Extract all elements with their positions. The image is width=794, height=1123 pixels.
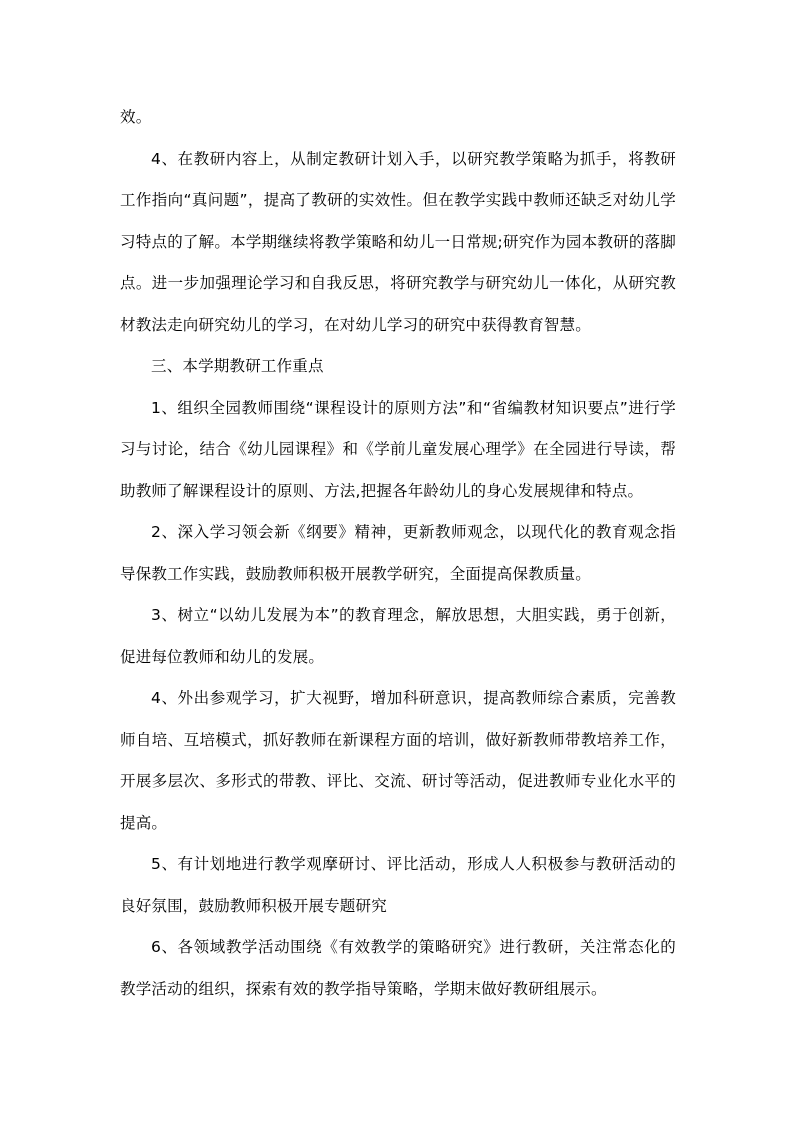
paragraph-item-3: 3、树立“以幼儿发展为本”的教育理念，解放思想，大胆实践，勇于创新，促进每位教师和幼儿的发展。 [120, 606, 676, 666]
paragraph-item-4-research-content: 4、在教研内容上，从制定教研计划入手，以研究教学策略为抓手，将教研工作指向“真问题”，提高了教研的实效性。但在教学实践中教师还缺乏对幼儿学习特点的了解。本学期继续将教学策略和幼儿一日常规;研究作为园本教研的落脚点。进一步加强理论学习和自我反思，将研究教学与研究幼儿一体化，从研究教材教法走向研究幼儿的学习，在对幼儿学习的研究中获得教育智慧。 [120, 149, 676, 334]
paragraph-item-1: 1、组织全园教师围绕“课程设计的原则方法”和“省编教材知识要点”进行学习与讨论，结合《幼儿园课程》和《学前儿童发展心理学》在全园进行导读，帮助教师了解课程设计的原则、方法,把握各年龄幼儿的身心发展规律和特点。 [120, 398, 676, 500]
paragraph-item-6: 6、各领域教学活动围绕《有效教学的策略研究》进行教研，关注常态化的教学活动的组织，探索有效的教学指导策略，学期末做好教研组展示。 [120, 938, 676, 998]
paragraph-item-2: 2、深入学习领会新《纲要》精神，更新教师观念，以现代化的教育观念指导保教工作实践，鼓励教师积极开展教学研究，全面提高保教质量。 [120, 523, 676, 583]
paragraph-continuation: 效。 [120, 108, 152, 126]
paragraph-item-4: 4、外出参观学习，扩大视野，增加科研意识，提高教师综合素质，完善教师自培、互培模式，抓好教师在新课程方面的培训，做好新教师带教培养工作，开展多层次、多形式的带教、评比、交流、研讨等活动，促进教师专业化水平的提高。 [120, 689, 676, 832]
paragraph-item-5: 5、有计划地进行教学观摩研讨、评比活动，形成人人积极参与教研活动的良好氛围，鼓励教师积极开展专题研究 [120, 855, 676, 915]
document-page [120, 97, 676, 1010]
section-heading-3: 三、本学期教研工作重点 [151, 357, 324, 375]
